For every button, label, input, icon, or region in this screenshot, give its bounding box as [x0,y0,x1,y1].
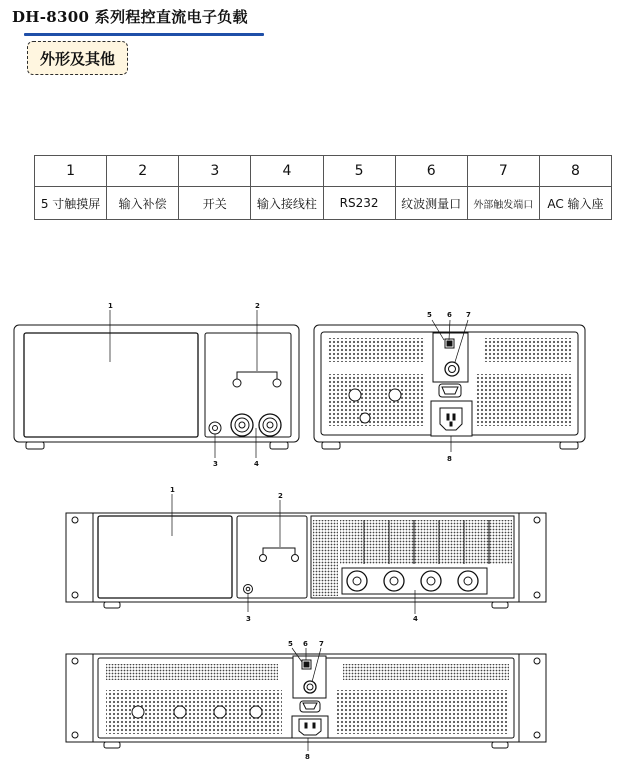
part-number: 4 [251,156,323,187]
callout-label: 4 [413,615,418,623]
callout-label: 6 [303,640,308,648]
callout-label: 1 [170,486,175,494]
desktop-front-view [14,310,299,458]
vent-grille [337,690,509,734]
vent-grille [343,664,509,680]
callout-label: 5 [427,311,432,319]
part-name: 开关 [179,187,251,220]
part-name: 纹波测量口 [395,187,467,220]
callout-label: 4 [254,460,259,468]
part-number: 8 [539,156,611,187]
callout-label: 6 [447,311,452,319]
part-name: RS232 [323,187,395,220]
rack-rear-view [66,648,546,751]
part-name: 输入接线柱 [251,187,323,220]
part-name: 5 寸触摸屏 [35,187,107,220]
rs232-port [439,384,461,397]
part-number: 7 [467,156,539,187]
part-number: 2 [107,156,179,187]
callout-label: 8 [447,455,452,463]
section-label: 外形及其他 [39,49,115,68]
vent-grille [106,664,278,680]
vent-grille [327,338,425,362]
callout-label: 7 [466,311,471,319]
callout-label: 2 [255,302,260,310]
rack-front-view [66,494,546,614]
callout-label: 7 [319,640,324,648]
ac-inlet [431,401,472,436]
vent-grille [313,520,338,596]
callout-label: 5 [288,640,293,648]
part-name: 外部触发端口 [467,187,539,220]
callout-label: 3 [246,615,251,623]
vent-grille [327,374,425,426]
part-number: 3 [179,156,251,187]
part-number: 1 [35,156,107,187]
callout-label: 2 [278,492,283,500]
callout-label: 1 [108,302,113,310]
vent-grille [340,520,512,564]
callout-label: 8 [305,753,310,761]
part-number: 6 [395,156,467,187]
vent-grille [475,374,573,426]
desktop-rear-view [314,320,585,452]
part-number: 5 [323,156,395,187]
callout-label: 3 [213,460,218,468]
part-name: AC 输入座 [539,187,611,220]
document-title: DH-8300 系列程控直流电子负载 [12,8,248,26]
vent-grille [483,338,573,362]
part-name: 输入补偿 [107,187,179,220]
